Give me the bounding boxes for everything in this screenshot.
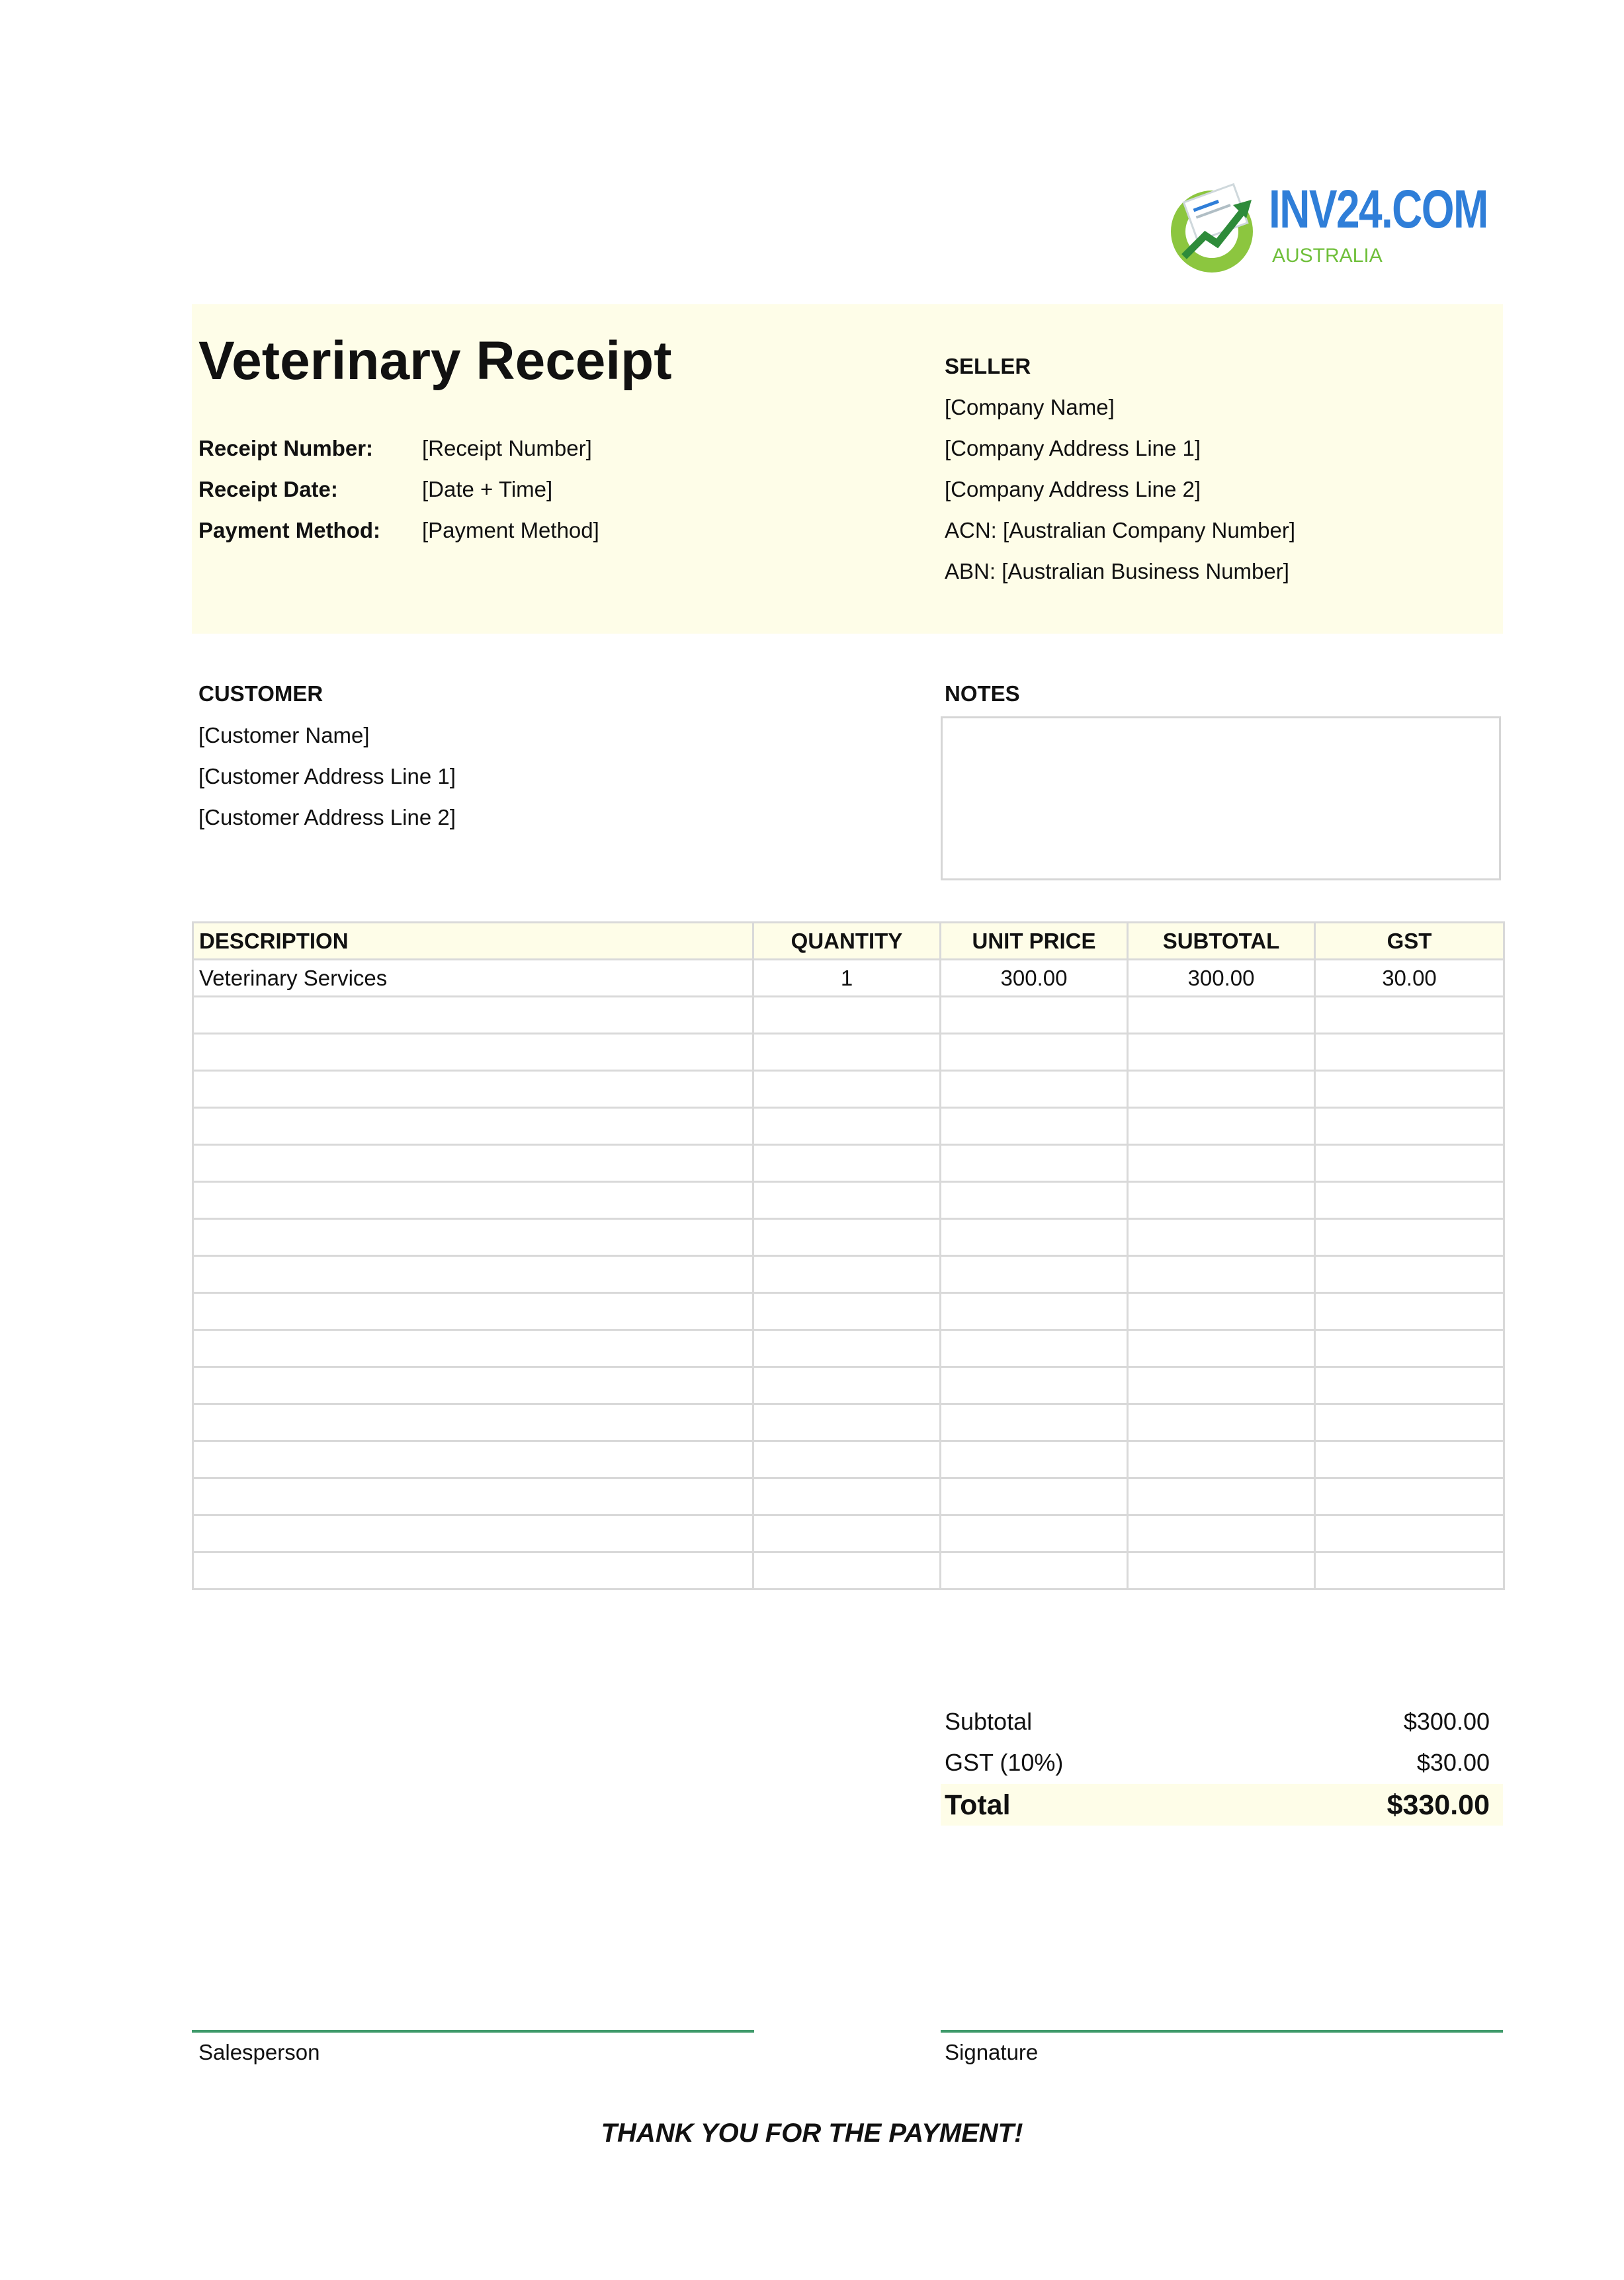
empty-cell — [193, 1441, 753, 1478]
empty-cell — [193, 1145, 753, 1182]
signature-line — [941, 2030, 1503, 2033]
empty-cell — [1315, 1478, 1504, 1515]
empty-cell — [1128, 1367, 1315, 1404]
table-row — [193, 960, 1504, 997]
item-gst: 30.00 — [1315, 960, 1504, 997]
empty-cell — [941, 997, 1128, 1034]
salesperson-signature-line — [192, 2030, 754, 2033]
table-row — [193, 1552, 1504, 1589]
seller-address-line-1: [Company Address Line 1] — [945, 436, 1201, 460]
empty-cell — [1128, 1330, 1315, 1367]
table-row — [193, 1367, 1504, 1404]
salesperson-label: Salesperson — [198, 2040, 320, 2064]
table-header-row — [193, 923, 1504, 960]
empty-cell — [941, 1404, 1128, 1441]
table-row — [193, 1441, 1504, 1478]
empty-cell — [1128, 1404, 1315, 1441]
logo-name: INV24.COM — [1269, 179, 1488, 239]
total-label: Total — [945, 1789, 1011, 1821]
empty-cell — [1128, 1515, 1315, 1552]
table-row — [193, 1071, 1504, 1108]
column-header-description: DESCRIPTION — [193, 923, 753, 960]
empty-cell — [753, 1441, 941, 1478]
payment-method-value: [Payment Method] — [422, 518, 599, 542]
thank-you-message: THANK YOU FOR THE PAYMENT! — [601, 2119, 1023, 2148]
empty-cell — [753, 1182, 941, 1219]
empty-cell — [193, 997, 753, 1034]
empty-cell — [193, 1034, 753, 1071]
receipt-number-value: [Receipt Number] — [422, 436, 592, 460]
subtotal-value: $300.00 — [1403, 1708, 1490, 1735]
empty-cell — [941, 1182, 1128, 1219]
empty-cell — [193, 1515, 753, 1552]
empty-cell — [1315, 1182, 1504, 1219]
empty-cell — [753, 1404, 941, 1441]
empty-cell — [941, 1219, 1128, 1256]
item-quantity: 1 — [753, 960, 941, 997]
empty-cell — [1128, 1071, 1315, 1108]
empty-cell — [1315, 1367, 1504, 1404]
column-header-quantity: QUANTITY — [753, 923, 941, 960]
table-row — [193, 1478, 1504, 1515]
empty-cell — [941, 1552, 1128, 1589]
empty-cell — [941, 1034, 1128, 1071]
empty-cell — [1315, 997, 1504, 1034]
empty-cell — [1128, 1478, 1315, 1515]
empty-cell — [1315, 1552, 1504, 1589]
empty-cell — [1128, 1441, 1315, 1478]
items-table — [192, 921, 1503, 1661]
item-unit-price: 300.00 — [941, 960, 1128, 997]
subtotal-label: Subtotal — [945, 1708, 1033, 1735]
receipt-date-value: [Date + Time] — [422, 477, 553, 501]
empty-cell — [1315, 1034, 1504, 1071]
table-row — [193, 1256, 1504, 1293]
inv24-logo — [1164, 177, 1488, 276]
page-title: Veterinary Receipt — [198, 331, 672, 391]
seller-acn: ACN: [Australian Company Number] — [945, 518, 1296, 542]
table-row — [193, 1219, 1504, 1256]
customer-name: [Customer Name] — [198, 723, 370, 747]
empty-cell — [193, 1108, 753, 1145]
empty-cell — [941, 1478, 1128, 1515]
empty-cell — [753, 1108, 941, 1145]
empty-cell — [1128, 1293, 1315, 1330]
empty-cell — [1315, 1293, 1504, 1330]
seller-abn: ABN: [Australian Business Number] — [945, 559, 1289, 583]
empty-cell — [753, 1293, 941, 1330]
empty-cell — [941, 1441, 1128, 1478]
table-row — [193, 1404, 1504, 1441]
seller-heading: SELLER — [945, 354, 1031, 378]
empty-cell — [1315, 1145, 1504, 1182]
total-value: $330.00 — [1387, 1789, 1490, 1821]
empty-cell — [193, 1071, 753, 1108]
empty-cell — [1128, 1552, 1315, 1589]
empty-cell — [941, 1293, 1128, 1330]
empty-cell — [1315, 1256, 1504, 1293]
empty-cell — [753, 1367, 941, 1404]
empty-cell — [1315, 1515, 1504, 1552]
customer-heading: CUSTOMER — [198, 681, 323, 706]
empty-cell — [1128, 997, 1315, 1034]
empty-cell — [193, 1478, 753, 1515]
column-header-unit-price: UNIT PRICE — [941, 923, 1128, 960]
item-description: Veterinary Services — [193, 960, 753, 997]
empty-cell — [941, 1256, 1128, 1293]
column-header-subtotal: SUBTOTAL — [1128, 923, 1315, 960]
empty-cell — [1128, 1256, 1315, 1293]
empty-cell — [193, 1182, 753, 1219]
empty-cell — [753, 1071, 941, 1108]
empty-cell — [1315, 1441, 1504, 1478]
empty-cell — [941, 1330, 1128, 1367]
empty-cell — [1128, 1108, 1315, 1145]
empty-cell — [941, 1367, 1128, 1404]
signature-label: Signature — [945, 2040, 1039, 2064]
empty-cell — [1315, 1071, 1504, 1108]
empty-cell — [753, 1552, 941, 1589]
empty-cell — [753, 1515, 941, 1552]
empty-cell — [753, 1256, 941, 1293]
receipt-date-label: Receipt Date: — [198, 477, 338, 501]
item-subtotal: 300.00 — [1128, 960, 1315, 997]
gst-value: $30.00 — [1416, 1749, 1490, 1776]
empty-cell — [193, 1330, 753, 1367]
empty-cell — [193, 1219, 753, 1256]
notes-box[interactable] — [941, 716, 1501, 880]
chart-growth-icon — [1164, 177, 1263, 276]
empty-cell — [753, 997, 941, 1034]
gst-label: GST (10%) — [945, 1749, 1064, 1776]
empty-cell — [941, 1071, 1128, 1108]
empty-cell — [193, 1367, 753, 1404]
empty-cell — [193, 1404, 753, 1441]
table-row — [193, 1330, 1504, 1367]
table-row — [193, 1515, 1504, 1552]
empty-cell — [753, 1034, 941, 1071]
table-row — [193, 1034, 1504, 1071]
empty-cell — [1315, 1404, 1504, 1441]
table-row — [193, 1145, 1504, 1182]
seller-address-line-2: [Company Address Line 2] — [945, 477, 1201, 501]
empty-cell — [193, 1552, 753, 1589]
logo-subtitle: AUSTRALIA — [1272, 245, 1383, 267]
table-row — [193, 997, 1504, 1034]
empty-cell — [753, 1330, 941, 1367]
empty-cell — [193, 1293, 753, 1330]
empty-cell — [1315, 1219, 1504, 1256]
empty-cell — [1128, 1034, 1315, 1071]
table-row — [193, 1108, 1504, 1145]
empty-cell — [941, 1145, 1128, 1182]
column-header-gst: GST — [1315, 923, 1504, 960]
table-row — [193, 1293, 1504, 1330]
table-row — [193, 1182, 1504, 1219]
customer-address-line-2: [Customer Address Line 2] — [198, 805, 456, 829]
empty-cell — [753, 1478, 941, 1515]
empty-cell — [941, 1515, 1128, 1552]
customer-address-line-1: [Customer Address Line 1] — [198, 764, 456, 788]
empty-cell — [1315, 1108, 1504, 1145]
empty-cell — [1315, 1330, 1504, 1367]
empty-cell — [753, 1219, 941, 1256]
empty-cell — [1128, 1182, 1315, 1219]
empty-cell — [1128, 1145, 1315, 1182]
seller-company-name: [Company Name] — [945, 395, 1115, 419]
empty-cell — [753, 1145, 941, 1182]
empty-cell — [941, 1108, 1128, 1145]
empty-cell — [1128, 1219, 1315, 1256]
receipt-number-label: Receipt Number: — [198, 436, 374, 460]
empty-cell — [193, 1256, 753, 1293]
notes-heading: NOTES — [945, 681, 1020, 706]
payment-method-label: Payment Method: — [198, 518, 381, 542]
